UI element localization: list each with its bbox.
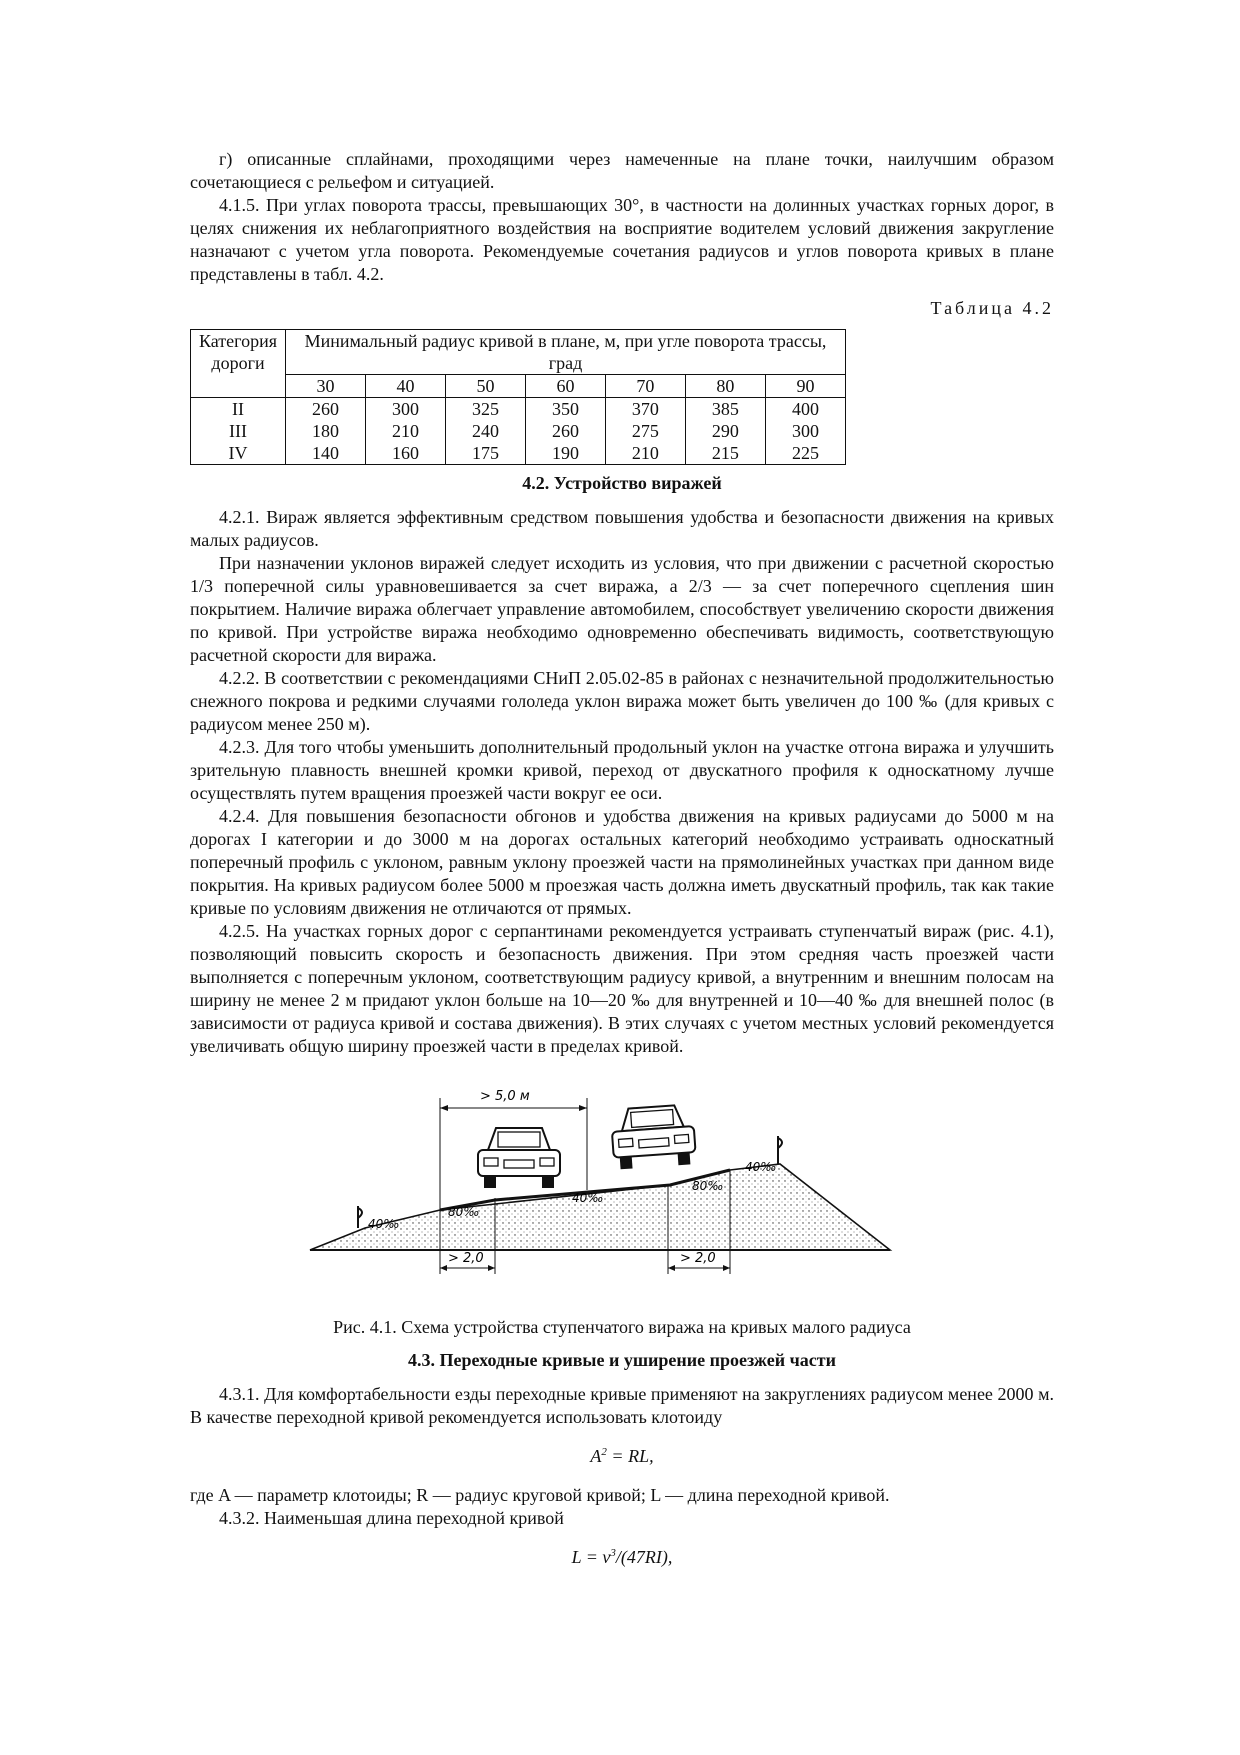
edge-marker-right-icon (778, 1136, 782, 1164)
car-right-icon (610, 1104, 696, 1170)
formula-transition-length (190, 1542, 1054, 1569)
formula-part: /(47RI), (615, 1547, 673, 1567)
formula-part: L = v (571, 1547, 611, 1567)
value-cell: 260 (525, 420, 605, 442)
radius-table (190, 329, 846, 465)
table-row (191, 420, 846, 442)
formula-part: A (590, 1446, 602, 1466)
formula-exponent: 2 (601, 1446, 607, 1458)
paragraph: 4.2.4. Для повышения безопасности обгонов и удобства движения на кривых радиусами до 5000 м на дорогах I категории и до 3000 м на дорогах остальных категорий необходимо устраивать односкатный поперечный профиль с уклоном, равным уклону проезжей части на прямолинейных участках при данном виде покрытия. На кривых радиусом более 5000 м проезжая часть должна иметь двускатный профиль, так как такие кривые по условиям движения не отличаются от прямых. (190, 806, 1054, 918)
table-row (191, 398, 846, 421)
value-cell: 225 (765, 442, 845, 465)
slope-label: 80‰ (692, 1179, 724, 1193)
value-cell: 190 (525, 442, 605, 465)
paragraph: где A — параметр клотоиды; R — радиус круговой кривой; L — длина переходной кривой. (190, 1485, 890, 1505)
paragraph: 4.2.2. В соответствии с рекомендациями СНиП 2.05.02-85 в районах с незначительной продолжительностью снежного покрова и редкими случаями гололеда уклон виража может быть увеличен до 100 ‰ (для кривых с радиусом менее 250 м). (190, 668, 1054, 734)
value-cell: 290 (685, 420, 765, 442)
superelevation-diagram (190, 1078, 1054, 1302)
table-caption: Таблица 4.2 (930, 298, 1054, 318)
paragraph: 4.3.2. Наименьшая длина переходной кривой (219, 1508, 564, 1528)
value-cell: 140 (286, 442, 366, 465)
value-cell: 175 (445, 442, 525, 465)
angle-cell: 40 (365, 375, 445, 398)
slope-label: 40‰ (745, 1160, 777, 1174)
category-cell: III (191, 420, 286, 442)
angle-cell: 70 (605, 375, 685, 398)
value-cell: 160 (365, 442, 445, 465)
paragraph: 4.1.5. При углах поворота трассы, превышающих 30°, в частности на долинных участках горных дорог, в целях снижения их неблагоприятного воздействия на восприятие водителем условий движения закругление назначают с учетом угла поворота. Рекомендуемые сочетания радиусов и углов поворота кривых в плане представлены в табл. 4.2. (190, 195, 1054, 284)
figure-stepped-superelevation (190, 1078, 1054, 1302)
section-title: 4.2. Устройство виражей (522, 473, 722, 493)
value-cell: 385 (685, 398, 765, 421)
value-cell: 260 (286, 398, 366, 421)
value-cell: 300 (365, 398, 445, 421)
slope-label: 40‰ (368, 1217, 400, 1231)
paragraph: При назначении уклонов виражей следует исходить из условия, что при движении с расчетной скоростью 1/3 поперечной силы уравновешивается за счет виража, а 2/3 — за счет поперечного сцепления шин покрытием. Наличие виража облегчает управление автомобилем, способствует увеличению скорости движения по кривой. При устройстве виража необходимо одновременно обеспечивать видимость, соответствующую расчетной скорости для виража. (190, 553, 1054, 665)
paragraph: 4.2.3. Для того чтобы уменьшить дополнительный продольный уклон на участке отгона виража и улучшить зрительную плавность внешней кромки кривой, переход от двускатного профиля к односкатному лучше осуществлять путем вращения проезжей части вокруг ее оси. (190, 737, 1054, 803)
slope-label: 40‰ (572, 1191, 604, 1205)
paragraph: 4.2.5. На участках горных дорог с серпантинами рекомендуется устраивать ступенчатый вираж (рис. 4.1), позволяющий повысить скорость и безопасность движения. При этом средняя часть проезжей части выполняется с поперечным уклоном, соответствующим радиусу кривой, а внутренним и внешним полосам на ширину не менее 2 м придают уклон больше на 10—20 ‰ для внутренней и 10—40 ‰ для внешней полос (в зависимости от радиуса кривой и состава движения). В этих случаях с учетом местных условий рекомендуется увеличивать общую ширину проезжей части в пределах кривой. (190, 921, 1054, 1056)
formula-exponent: 3 (610, 1547, 616, 1559)
table-row (191, 442, 846, 465)
formula-part: = RL, (606, 1446, 654, 1466)
value-cell: 350 (525, 398, 605, 421)
value-cell: 210 (365, 420, 445, 442)
dim-top-label: > 5,0 м (480, 1089, 530, 1104)
value-cell: 325 (445, 398, 525, 421)
value-cell: 210 (605, 442, 685, 465)
value-cell: 300 (765, 420, 845, 442)
value-cell: 400 (765, 398, 845, 421)
paragraph: г) описанные сплайнами, проходящими через намеченные на плане точки, наилучшим образом сочетающиеся с рельефом и ситуацией. (190, 149, 1054, 192)
embankment (310, 1164, 890, 1250)
category-cell: IV (191, 442, 286, 465)
edge-marker-left-icon (358, 1206, 362, 1228)
document-page (190, 148, 1054, 1585)
formula-clothoid (190, 1441, 1054, 1468)
value-cell: 275 (605, 420, 685, 442)
car-left-icon (478, 1128, 560, 1188)
dim-left-label: > 2,0 (448, 1251, 484, 1266)
angle-cell: 50 (445, 375, 525, 398)
value-cell: 370 (605, 398, 685, 421)
figure-caption: Рис. 4.1. Схема устройства ступенчатого виража на кривых малого радиуса (333, 1317, 911, 1337)
dim-right-label: > 2,0 (680, 1251, 716, 1266)
angle-cell: 80 (685, 375, 765, 398)
slope-label: 80‰ (448, 1205, 480, 1219)
paragraph: 4.2.1. Вираж является эффективным средством повышения удобства и безопасности движения на кривых малых радиусов. (190, 507, 1054, 550)
angle-cell: 90 (765, 375, 845, 398)
paragraph: 4.3.1. Для комфортабельности езды переходные кривые применяют на закруглениях радиусом менее 2000 м. В качестве переходной кривой рекомендуется использовать клотоиду (190, 1384, 1054, 1427)
value-cell: 240 (445, 420, 525, 442)
value-cell: 215 (685, 442, 765, 465)
header-category: Категория дороги (191, 330, 286, 398)
section-title: 4.3. Переходные кривые и уширение проезжей части (408, 1350, 836, 1370)
value-cell: 180 (286, 420, 366, 442)
header-main: Минимальный радиус кривой в плане, м, при угле поворота трассы, град (286, 330, 846, 375)
angle-cell: 60 (525, 375, 605, 398)
category-cell: II (191, 398, 286, 421)
angle-cell: 30 (286, 375, 366, 398)
